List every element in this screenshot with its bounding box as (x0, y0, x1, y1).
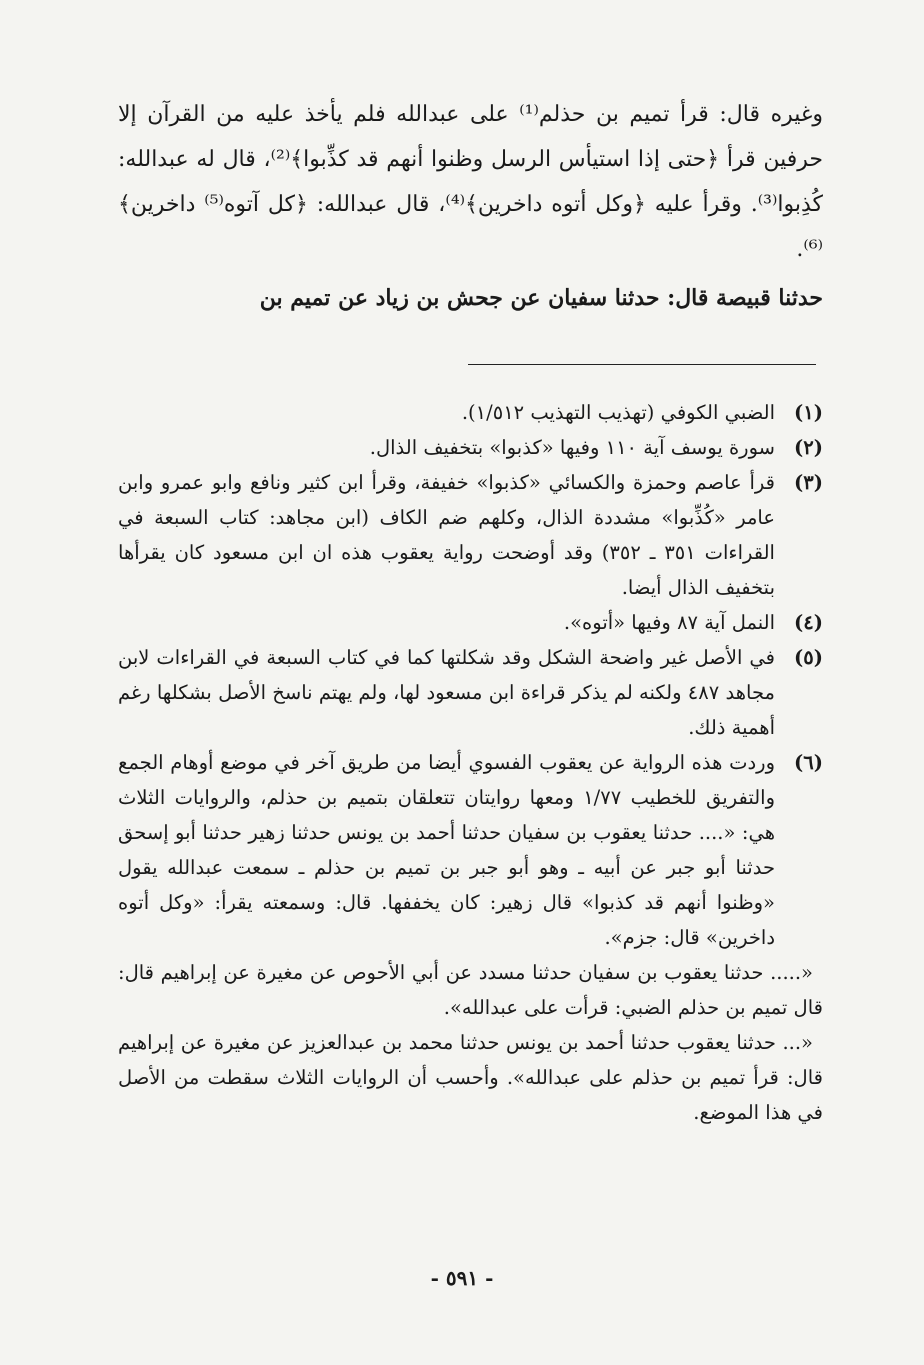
page-number: - ٥٩١ - (430, 1266, 494, 1290)
footnote-3 (118, 465, 823, 605)
footnote-6-continuation (118, 955, 823, 1130)
footnote-2 (118, 430, 823, 465)
footnote-number: (٤) (794, 611, 823, 634)
footnote-extra-paragraph: «... حدثنا يعقوب حدثنا أحمد بن يونس حدثنا محمد بن عبدالعزيز عن مغيرة عن إبراهيم قال: قرأ تميم بن حذلم على عبدالله». وأحسب أن الروايات الثلاث سقطت من الأصل في هذا الموضع. (118, 1031, 823, 1124)
footnote-extra-paragraph: «..... حدثنا يعقوب بن سفيان حدثنا مسدد عن أبي الأحوص عن مغيرة عن إبراهيم قال: قال تميم بن حذلم الضبي: قرأت على عبدالله». (118, 961, 823, 1019)
footnote-divider (468, 364, 816, 365)
footnote-number: (٥) (794, 646, 823, 669)
footnote-4 (118, 605, 823, 640)
footnote-number: (١) (794, 401, 823, 424)
main-paragraph: وغيره قال: قرأ تميم بن حذلم⁽¹⁾ على عبدالله فلم يأخذ عليه من القرآن إلا حرفين قرأ ﴿حتى إذا استيأس الرسل وظنوا أنهم قد كذِّبوا﴾⁽²⁾، قال له عبدالله: كُذِبوا⁽³⁾. وقرأ عليه ﴿وكل أتوه داخرين﴾⁽⁴⁾، قال عبدالله: ﴿كل آتوه⁽⁵⁾ داخرين﴾⁽⁶⁾. (118, 102, 824, 262)
footnote-text: الضبي الكوفي (تهذيب التهذيب ١/٥١٢). (461, 401, 775, 424)
footnotes (118, 395, 823, 1130)
footnote-text: سورة يوسف آية ١١٠ وفيها «كذبوا» بتخفيف الذال. (369, 436, 775, 459)
main-text (118, 92, 823, 321)
footnote-text: وردت هذه الرواية عن يعقوب الفسوي أيضا من طريق آخر في موضع أوهام الجمع والتفريق للخطيب ١/٧٧ ومعها روايتان تتعلقان بتميم بن حذلم، والروايات الثلاث هي: «.... حدثنا يعقوب بن سفيان حدثنا أحمد بن يونس حدثنا زهير حدثنا أبو إسحق حدثنا أبو جبر عن أبيه ـ وهو أبو جبر بن تميم بن حذلم ـ سمعت عبدالله يقول «وظنوا أنهم قد كذبوا» قال زهير: كان يخففها. قال: وسمعته يقرأ: «وكل أتوه داخرين» قال: جزم». (118, 751, 775, 949)
footnote-5 (118, 640, 823, 745)
footnote-text: قرأ عاصم وحمزة والكسائي «كذبوا» خفيفة، وقرأ ابن كثير ونافع وابو عمرو وابن عامر «كُذِّبوا» مشددة الذال، وكلهم ضم الكاف (ابن مجاهد: كتاب السبعة في القراءات ٣٥١ ـ ٣٥٢) وقد أوضحت رواية يعقوب هذه ان ابن مسعود كان يقرأها بتخفيف الذال أيضا. (118, 471, 775, 599)
footnote-6 (118, 745, 823, 955)
footnote-text: النمل آية ٨٧ وفيها «أتوه». (563, 611, 775, 634)
footnote-text: في الأصل غير واضحة الشكل وقد شكلتها كما في كتاب السبعة في القراءات لابن مجاهد ٤٨٧ ولكنه لم يذكر قراءة ابن مسعود لها، ولم يهتم ناسخ الأصل بشكلها رغم أهمية ذلك. (118, 646, 775, 739)
footnote-number: (٦) (794, 751, 823, 774)
footnote-number: (٢) (794, 436, 823, 459)
main-bold-line: حدثنا قبيصة قال: حدثنا سفيان عن جحش بن زياد عن تميم بن (259, 285, 823, 311)
footnote-number: (٣) (794, 471, 823, 494)
footnote-1 (118, 395, 823, 430)
